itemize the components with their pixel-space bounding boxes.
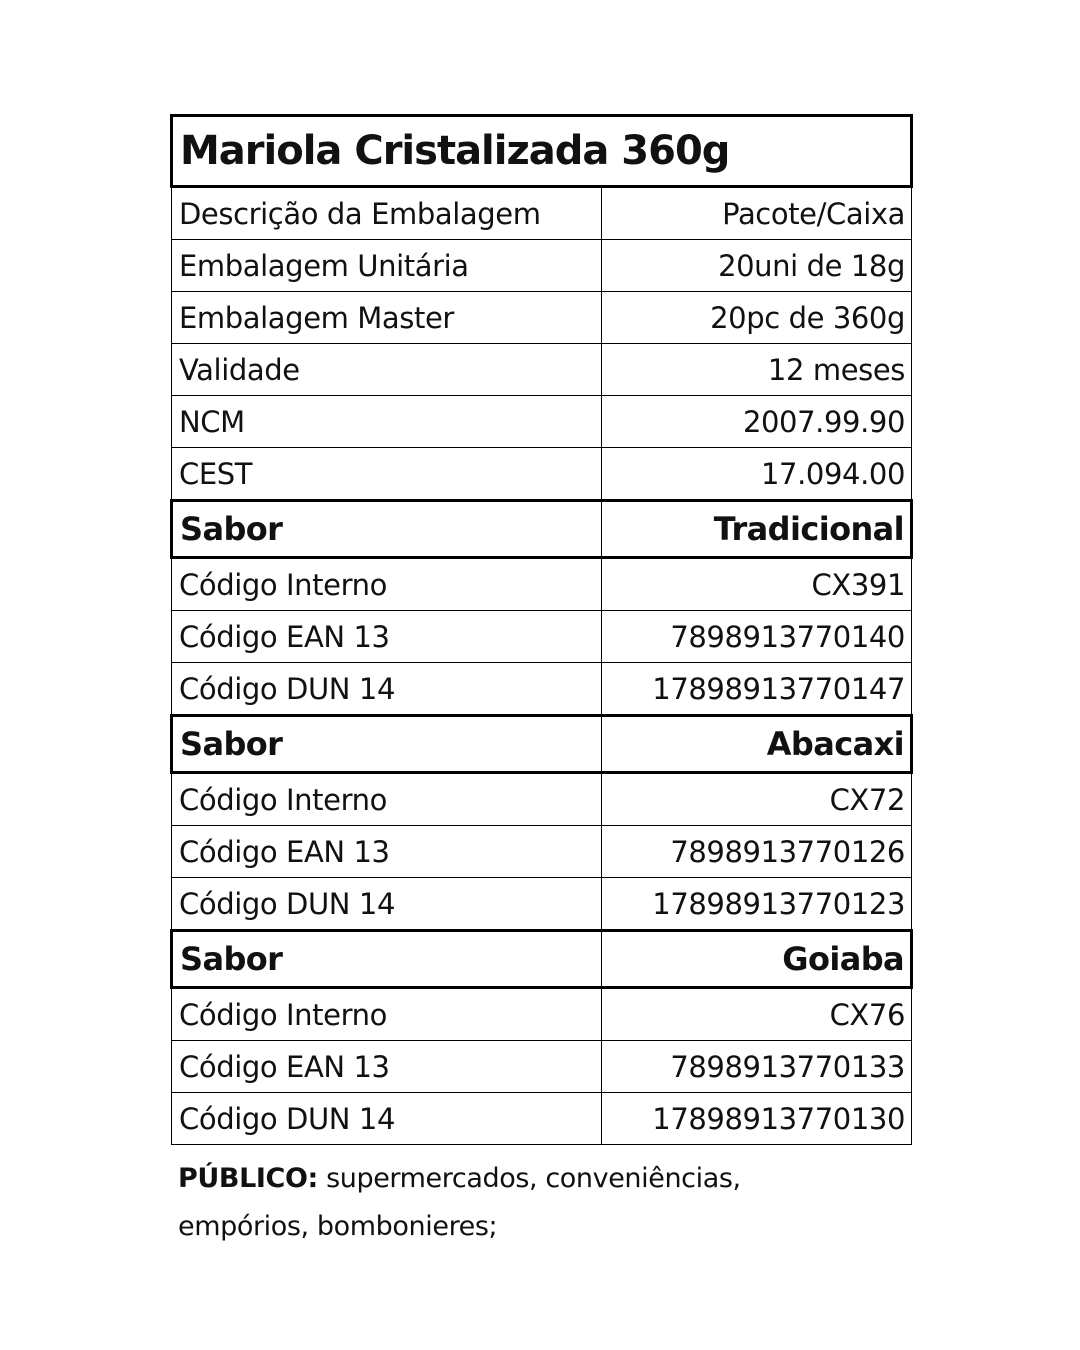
- code-label: Código Interno: [172, 558, 602, 611]
- code-row-ean13: [172, 826, 912, 878]
- spec-value: 20pc de 360g: [602, 292, 912, 344]
- code-row-internal: [172, 773, 912, 826]
- target-audience-note: [178, 1155, 878, 1251]
- spec-value: 17.094.00: [602, 448, 912, 501]
- audience-text: supermercados, conveniências, empórios, bombonieres;: [178, 1163, 741, 1242]
- code-row-dun14: [172, 1093, 912, 1145]
- code-label: Código DUN 14: [172, 663, 602, 716]
- flavor-name: Abacaxi: [602, 716, 912, 773]
- code-label: Código EAN 13: [172, 826, 602, 878]
- code-value: CX76: [602, 988, 912, 1041]
- flavor-name: Tradicional: [602, 501, 912, 558]
- spec-label: Descrição da Embalagem: [172, 187, 602, 240]
- code-label: Código Interno: [172, 773, 602, 826]
- product-spec-sheet: [170, 114, 910, 1251]
- code-value: 7898913770126: [602, 826, 912, 878]
- code-row-ean13: [172, 611, 912, 663]
- code-value: 7898913770133: [602, 1041, 912, 1093]
- spec-value: 20uni de 18g: [602, 240, 912, 292]
- code-row-internal: [172, 558, 912, 611]
- code-label: Código EAN 13: [172, 1041, 602, 1093]
- code-label: Código EAN 13: [172, 611, 602, 663]
- flavor-label: Sabor: [172, 501, 602, 558]
- code-row-ean13: [172, 1041, 912, 1093]
- spec-label: Embalagem Unitária: [172, 240, 602, 292]
- code-row-internal: [172, 988, 912, 1041]
- code-value: 17898913770130: [602, 1093, 912, 1145]
- code-row-dun14: [172, 663, 912, 716]
- flavor-header-goiaba: [172, 931, 912, 988]
- flavor-header-tradicional: [172, 501, 912, 558]
- spec-row-shelf-life: [172, 344, 912, 396]
- code-label: Código DUN 14: [172, 878, 602, 931]
- code-value: 17898913770123: [602, 878, 912, 931]
- code-row-dun14: [172, 878, 912, 931]
- spec-row-unit-packaging: [172, 240, 912, 292]
- spec-value: Pacote/Caixa: [602, 187, 912, 240]
- flavor-label: Sabor: [172, 931, 602, 988]
- flavor-name: Goiaba: [602, 931, 912, 988]
- flavor-label: Sabor: [172, 716, 602, 773]
- code-value: 7898913770140: [602, 611, 912, 663]
- spec-label: CEST: [172, 448, 602, 501]
- audience-label: PÚBLICO:: [178, 1163, 318, 1194]
- spec-label: Validade: [172, 344, 602, 396]
- code-value: CX72: [602, 773, 912, 826]
- code-label: Código DUN 14: [172, 1093, 602, 1145]
- code-label: Código Interno: [172, 988, 602, 1041]
- spec-value: 2007.99.90: [602, 396, 912, 448]
- code-value: CX391: [602, 558, 912, 611]
- product-title-row: [172, 116, 912, 187]
- spec-label: NCM: [172, 396, 602, 448]
- product-title: Mariola Cristalizada 360g: [172, 116, 912, 187]
- product-spec-table: [170, 114, 913, 1145]
- spec-row-cest: [172, 448, 912, 501]
- spec-row-master-packaging: [172, 292, 912, 344]
- spec-label: Embalagem Master: [172, 292, 602, 344]
- code-value: 17898913770147: [602, 663, 912, 716]
- spec-row-packaging-description: [172, 187, 912, 240]
- flavor-header-abacaxi: [172, 716, 912, 773]
- spec-row-ncm: [172, 396, 912, 448]
- spec-value: 12 meses: [602, 344, 912, 396]
